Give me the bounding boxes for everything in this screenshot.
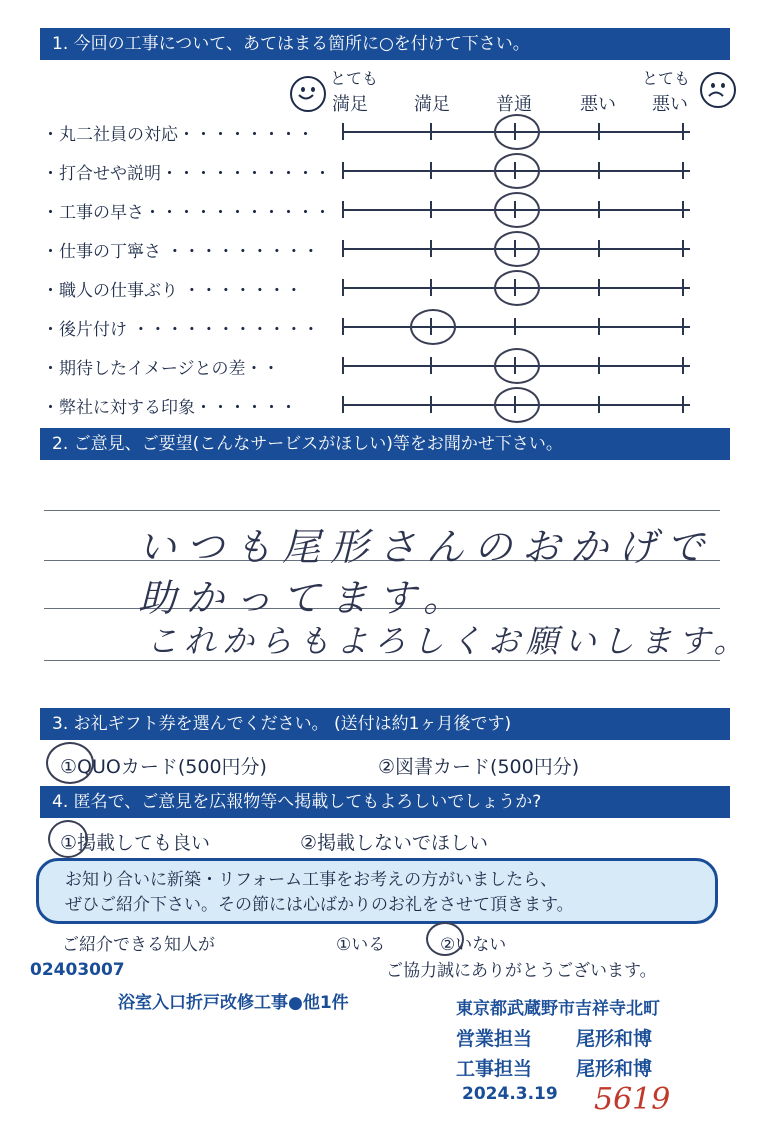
- rating-tick[interactable]: [682, 201, 684, 218]
- rating-tick[interactable]: [430, 240, 432, 257]
- rating-row-label: ・期待したイメージとの差・・: [42, 359, 280, 379]
- rating-row-label: ・後片付け ・・・・・・・・・・・: [42, 320, 320, 340]
- section-1-header: 1. 今回の工事について、あてはまる箇所に○を付けて下さい。: [40, 28, 730, 60]
- rating-selection-circle: [494, 270, 540, 306]
- section-3-header: 3. お礼ギフト券を選んでください。 (送付は約1ヶ月後です): [40, 708, 730, 740]
- referral-text-line-1: お知り合いに新築・リフォーム工事をお考えの方がいましたら、: [65, 870, 558, 890]
- rating-tick[interactable]: [514, 318, 516, 335]
- address: 東京都武蔵野市吉祥寺北町: [456, 999, 660, 1019]
- rating-scale[interactable]: [342, 200, 690, 218]
- section-4-header: 4. 匿名で、ご意見を広報物等へ掲載してもよろしいでしょうか?: [40, 786, 730, 818]
- sales-staff-label: 営業担当: [456, 1028, 533, 1050]
- project-name: 浴室入口折戸改修工事●他1件: [118, 993, 349, 1013]
- scale-label-very-satisfied: 満足: [332, 94, 368, 115]
- rating-tick[interactable]: [598, 396, 600, 413]
- answer-rule-1: [44, 510, 720, 511]
- publish-selection-circle: [48, 820, 88, 858]
- rating-tick[interactable]: [342, 162, 344, 179]
- scale-label-satisfied: 満足: [414, 94, 450, 115]
- publish-option-ok[interactable]: ①掲載しても良い: [60, 832, 211, 854]
- thanks-text: ご協力誠にありがとうございます。: [386, 961, 657, 981]
- rating-tick[interactable]: [430, 201, 432, 218]
- date: 2024.3.19: [462, 1084, 558, 1104]
- happy-face-icon: [290, 76, 326, 112]
- rating-tick[interactable]: [342, 123, 344, 140]
- referral-text-line-2: ぜひご紹介下さい。その節には心ばかりのお礼をさせて頂きます。: [65, 895, 574, 915]
- rating-selection-circle: [494, 114, 540, 150]
- rating-tick[interactable]: [598, 123, 600, 140]
- rating-tick[interactable]: [430, 162, 432, 179]
- rating-tick[interactable]: [682, 162, 684, 179]
- handwritten-comment-line-2: 助かってます。: [138, 576, 471, 620]
- rating-scale[interactable]: [342, 395, 690, 413]
- sales-staff-name: 尾形和博: [576, 1028, 653, 1050]
- scale-label-bad: 悪い: [580, 94, 616, 115]
- rating-selection-circle: [494, 387, 540, 423]
- rating-tick[interactable]: [682, 279, 684, 296]
- publish-option-no[interactable]: ②掲載しないでほしい: [300, 832, 489, 854]
- scale-label-neutral: 普通: [496, 94, 532, 115]
- rating-tick[interactable]: [682, 357, 684, 374]
- referral-option-no[interactable]: ②いない: [440, 935, 507, 955]
- gift-selection-circle: [46, 742, 94, 784]
- rating-tick[interactable]: [342, 396, 344, 413]
- rating-selection-circle: [494, 153, 540, 189]
- rating-scale[interactable]: [342, 356, 690, 374]
- referral-selection-circle: [426, 922, 464, 956]
- rating-scale[interactable]: [342, 122, 690, 140]
- section-2-header: 2. ご意見、ご要望(こんなサービスがほしい)等をお聞かせ下さい。: [40, 428, 730, 460]
- rating-tick[interactable]: [342, 318, 344, 335]
- rating-row-label: ・工事の早さ・・・・・・・・・・・: [42, 203, 331, 223]
- rating-tick[interactable]: [598, 357, 600, 374]
- scale-very-satisfied-top: とても: [330, 69, 379, 88]
- referral-option-yes[interactable]: ①いる: [336, 935, 386, 955]
- rating-selection-circle: [410, 309, 456, 345]
- rating-row-label: ・打合せや説明・・・・・・・・・・: [42, 164, 331, 184]
- rating-scale-line: [342, 326, 690, 328]
- rating-tick[interactable]: [342, 240, 344, 257]
- rating-tick[interactable]: [430, 357, 432, 374]
- handwritten-comment-line-1: いつも尾形さんのおかげで: [138, 525, 715, 569]
- construction-staff-name: 尾形和博: [576, 1058, 653, 1080]
- rating-scale[interactable]: [342, 317, 690, 335]
- scale-label-very-bad: 悪い: [652, 94, 688, 115]
- customer-code: 02403007: [30, 960, 125, 980]
- sad-face-icon: [700, 72, 736, 108]
- rating-tick[interactable]: [598, 240, 600, 257]
- rating-tick[interactable]: [430, 123, 432, 140]
- rating-tick[interactable]: [598, 201, 600, 218]
- rating-tick[interactable]: [342, 357, 344, 374]
- rating-scale[interactable]: [342, 278, 690, 296]
- handwritten-comment-line-3: これからもよろしくお願いします。: [146, 622, 752, 660]
- rating-tick[interactable]: [598, 162, 600, 179]
- rating-scale[interactable]: [342, 239, 690, 257]
- rating-tick[interactable]: [342, 201, 344, 218]
- rating-tick[interactable]: [682, 123, 684, 140]
- rating-tick[interactable]: [430, 279, 432, 296]
- rating-tick[interactable]: [682, 396, 684, 413]
- rating-selection-circle: [494, 348, 540, 384]
- rating-selection-circle: [494, 231, 540, 267]
- rating-row-label: ・職人の仕事ぶり ・・・・・・・: [42, 281, 303, 301]
- rating-selection-circle: [494, 192, 540, 228]
- rating-row-label: ・仕事の丁寧さ ・・・・・・・・・: [42, 242, 320, 262]
- rating-row-label: ・丸二社員の対応・・・・・・・・: [42, 125, 314, 145]
- gift-option-quo[interactable]: ①QUOカード(500円分): [60, 756, 267, 778]
- scale-very-bad-top: とても: [642, 69, 691, 88]
- rating-tick[interactable]: [682, 318, 684, 335]
- rating-tick[interactable]: [682, 240, 684, 257]
- rating-tick[interactable]: [430, 396, 432, 413]
- rating-tick[interactable]: [598, 279, 600, 296]
- gift-option-book[interactable]: ②図書カード(500円分): [378, 756, 580, 778]
- rating-scale[interactable]: [342, 161, 690, 179]
- handwritten-number: 5619: [594, 1082, 671, 1117]
- referral-question: ご紹介できる知人が: [62, 935, 215, 955]
- rating-tick[interactable]: [342, 279, 344, 296]
- construction-staff-label: 工事担当: [456, 1058, 533, 1080]
- rating-tick[interactable]: [598, 318, 600, 335]
- rating-row-label: ・弊社に対する印象・・・・・・: [42, 398, 297, 418]
- referral-info-box: [36, 858, 718, 924]
